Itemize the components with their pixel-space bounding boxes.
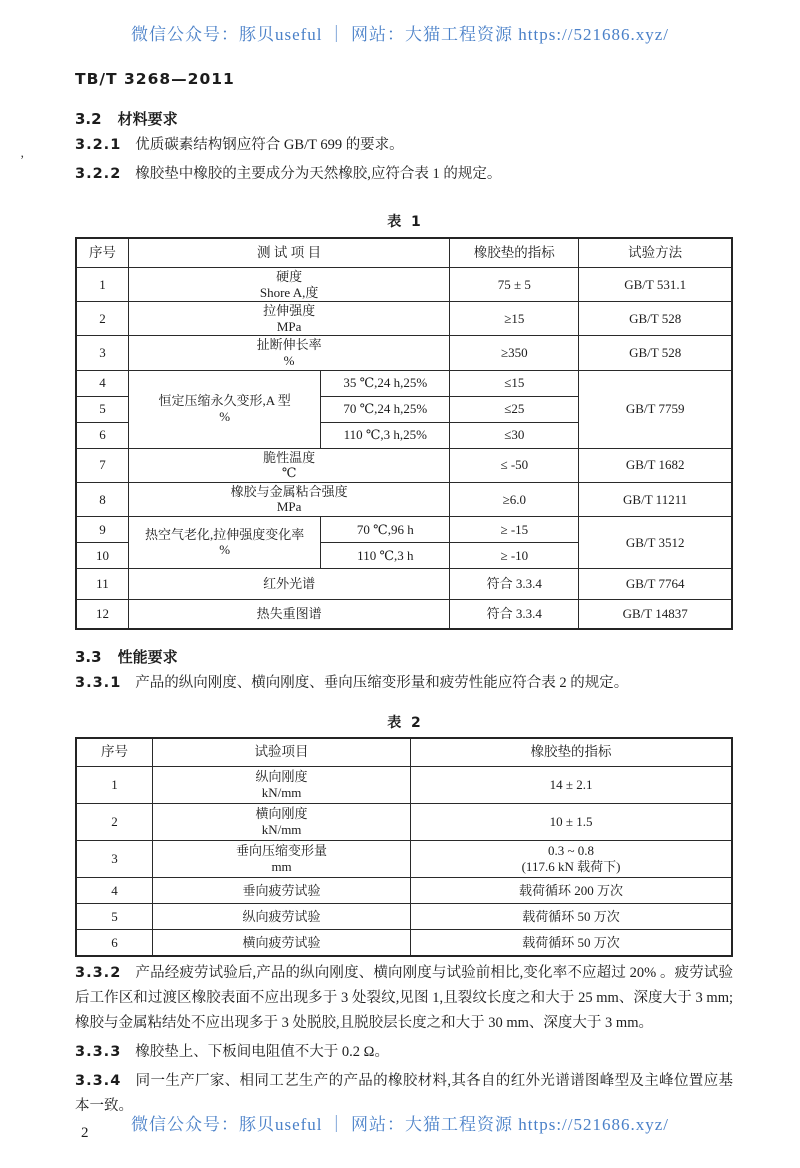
item-name: 热空气老化,拉伸强度变化率	[144, 526, 305, 542]
row-number-cell: 3	[76, 336, 128, 370]
method-cell: GB/T 528	[579, 336, 732, 370]
test-item-cell	[128, 268, 449, 302]
section-heading-3-2	[75, 108, 733, 129]
value-cell: ≤15	[450, 370, 579, 396]
value-cell: 10 ± 1.5	[411, 803, 732, 840]
row-number-cell: 2	[76, 302, 128, 336]
table-1-header-row	[76, 238, 732, 268]
item-unit: %	[219, 542, 231, 558]
value-cell: 符合 3.3.4	[450, 568, 579, 599]
value-cell: ≥6.0	[450, 482, 579, 516]
section-title: 材料要求	[117, 110, 178, 128]
table-2	[75, 737, 733, 957]
clause-3-3-2	[75, 961, 733, 1036]
item-name: 纵向刚度	[255, 769, 308, 785]
method-cell: GB/T 7764	[579, 568, 732, 599]
item-unit: mm	[271, 858, 292, 874]
table-row	[76, 929, 732, 956]
clause-number: 3.3.2	[75, 964, 122, 981]
column-header-no: 序号	[76, 738, 153, 767]
value-cell: 14 ± 2.1	[411, 766, 732, 803]
value-cell	[411, 840, 732, 877]
table-row	[76, 903, 732, 929]
section-number: 3.2	[75, 110, 102, 128]
value-cell: ≤25	[450, 396, 579, 422]
value-main: 0.3 ~ 0.8	[547, 843, 595, 859]
item-unit: MPa	[276, 499, 302, 515]
method-cell: GB/T 14837	[579, 599, 732, 629]
clause-text: 橡胶垫中橡胶的主要成分为天然橡胶,应符合表 1 的规定。	[135, 166, 502, 182]
table-row	[76, 766, 732, 803]
column-header-indicator: 橡胶垫的指标	[450, 238, 579, 268]
bottom-watermark: 微信公众号：豚贝useful ｜ 网站：大猫工程资源 https://521686.xyz/	[130, 1115, 670, 1134]
value-cell: ≥ -15	[450, 516, 579, 542]
item-name: 拉伸强度	[263, 303, 316, 319]
clause-number: 3.3.3	[75, 1043, 122, 1060]
item-unit: %	[283, 352, 295, 368]
value-cell: 载荷循环 200 万次	[411, 877, 732, 903]
value-cell: ≥350	[450, 336, 579, 370]
item-unit: MPa	[276, 318, 302, 334]
row-number-cell: 1	[76, 766, 153, 803]
table-1	[75, 237, 733, 630]
column-header-method: 试验方法	[579, 238, 732, 268]
table-1-caption: 表 1	[387, 214, 421, 230]
value-cell: 符合 3.3.4	[450, 599, 579, 629]
test-item-cell	[128, 336, 449, 370]
column-header-test-item: 测 试 项 目	[128, 238, 449, 268]
item-unit: ℃	[281, 465, 297, 481]
column-header-no: 序号	[76, 238, 128, 268]
test-item-cell	[153, 803, 411, 840]
table-row	[76, 840, 732, 877]
row-number-cell: 5	[76, 903, 153, 929]
test-item-cell	[153, 766, 411, 803]
item-unit: Shore A,度	[259, 284, 319, 300]
condition-cell: 70 ℃,24 h,25%	[321, 396, 450, 422]
clause-text: 同一生产厂家、相同工艺生产的产品的橡胶材料,其各自的红外光谱谱图峰型及主峰位置应基本一致。	[75, 1072, 733, 1114]
item-name: 垂向压缩变形量	[236, 843, 328, 859]
scan-artifact-mark: ’	[20, 152, 25, 167]
condition-cell: 110 ℃,3 h,25%	[321, 422, 450, 448]
method-cell: GB/T 7759	[579, 370, 732, 448]
test-item-cell: 横向疲劳试验	[153, 929, 411, 956]
item-unit: %	[219, 409, 231, 425]
item-name: 恒定压缩永久变形,A 型	[158, 393, 291, 409]
item-unit: kN/mm	[261, 821, 302, 837]
row-number-cell: 4	[76, 877, 153, 903]
value-cell: ≥15	[450, 302, 579, 336]
item-name: 硬度	[276, 269, 303, 284]
value-cell: 75 ± 5	[450, 268, 579, 302]
value-cell: 载荷循环 50 万次	[411, 929, 732, 956]
row-number-cell: 12	[76, 599, 128, 629]
table-row	[76, 268, 732, 302]
table-row	[76, 877, 732, 903]
column-header-indicator: 橡胶垫的指标	[411, 738, 732, 767]
table-row	[76, 370, 732, 396]
clause-3-3-3	[75, 1040, 733, 1065]
clause-text: 橡胶垫上、下板间电阻值不大于 0.2 Ω。	[135, 1043, 389, 1060]
test-item-cell: 纵向疲劳试验	[153, 903, 411, 929]
item-name: 横向刚度	[255, 806, 308, 822]
method-cell: GB/T 1682	[579, 448, 732, 482]
method-cell: GB/T 528	[579, 302, 732, 336]
document-page	[75, 0, 733, 1142]
row-number-cell: 10	[76, 542, 128, 568]
test-item-group-cell	[128, 516, 320, 568]
column-header-test-item: 试验项目	[153, 738, 411, 767]
row-number-cell: 4	[76, 370, 128, 396]
method-cell: GB/T 3512	[579, 516, 732, 568]
row-number-cell: 5	[76, 396, 128, 422]
value-cell: ≤30	[450, 422, 579, 448]
clause-number: 3.3.1	[75, 674, 122, 691]
test-item-cell: 热失重图谱	[128, 599, 449, 629]
condition-cell: 35 ℃,24 h,25%	[321, 370, 450, 396]
page-number: 2	[81, 1124, 89, 1141]
test-item-cell: 垂向疲劳试验	[153, 877, 411, 903]
row-number-cell: 6	[76, 422, 128, 448]
method-cell: GB/T 531.1	[579, 268, 732, 302]
row-number-cell: 8	[76, 482, 128, 516]
item-name: 扯断伸长率	[256, 337, 322, 353]
clause-3-2-2	[75, 162, 733, 187]
table-row	[76, 568, 732, 599]
table-row	[76, 302, 732, 336]
item-name: 橡胶与金属粘合强度	[230, 483, 348, 499]
clause-3-2-1	[75, 133, 733, 158]
test-item-cell	[128, 448, 449, 482]
standard-number: TB/T 3268—2011	[75, 70, 235, 88]
table-2-caption: 表 2	[387, 714, 421, 731]
clause-text: 产品经疲劳试验后,产品的纵向刚度、横向刚度与试验前相比,变化率不应超过 20% 。疲劳试验后工作区和过渡区橡胶表面不应出现多于 3 处裂纹,见图 1,且裂纹长度之和大于 25 mm、深度大于 3 mm;橡胶与金属粘结处不应出现多于 3 处脱胶,且脱胶层长度之和大于 30 mm、深度大于 3 mm。	[75, 964, 733, 1031]
table-row	[76, 803, 732, 840]
table-row	[76, 482, 732, 516]
test-item-cell	[128, 302, 449, 336]
table-row	[76, 448, 732, 482]
test-item-cell	[153, 840, 411, 877]
value-note: (117.6 kN 载荷下)	[521, 858, 621, 874]
table-row	[76, 516, 732, 542]
test-item-cell	[128, 482, 449, 516]
test-item-group-cell	[128, 370, 320, 448]
row-number-cell: 7	[76, 448, 128, 482]
condition-cell: 110 ℃,3 h	[321, 542, 450, 568]
value-cell: ≥ -10	[450, 542, 579, 568]
row-number-cell: 11	[76, 568, 128, 599]
table-row	[76, 599, 732, 629]
row-number-cell: 9	[76, 516, 128, 542]
top-watermark: 微信公众号：豚贝useful ｜ 网站：大猫工程资源 https://521686.xyz/	[130, 25, 670, 44]
row-number-cell: 1	[76, 268, 128, 302]
condition-cell: 70 ℃,96 h	[321, 516, 450, 542]
row-number-cell: 3	[76, 840, 153, 877]
section-number: 3.3	[75, 647, 102, 666]
clause-number: 3.2.2	[75, 166, 122, 182]
value-cell: 载荷循环 50 万次	[411, 903, 732, 929]
section-heading-3-3	[75, 646, 733, 667]
item-unit: kN/mm	[261, 784, 302, 800]
row-number-cell: 2	[76, 803, 153, 840]
item-name: 脆性温度	[263, 449, 316, 465]
table-2-header-row	[76, 738, 732, 767]
clause-text: 产品的纵向刚度、横向刚度、垂向压缩变形量和疲劳性能应符合表 2 的规定。	[135, 674, 629, 691]
table-row	[76, 336, 732, 370]
clause-number: 3.2.1	[75, 137, 122, 153]
section-title: 性能要求	[117, 647, 178, 666]
clause-text: 优质碳素结构钢应符合 GB/T 699 的要求。	[135, 137, 404, 153]
method-cell: GB/T 11211	[579, 482, 732, 516]
value-cell: ≤ -50	[450, 448, 579, 482]
clause-number: 3.3.4	[75, 1072, 122, 1089]
clause-3-3-1	[75, 671, 733, 696]
test-item-cell: 红外光谱	[128, 568, 449, 599]
row-number-cell: 6	[76, 929, 153, 956]
